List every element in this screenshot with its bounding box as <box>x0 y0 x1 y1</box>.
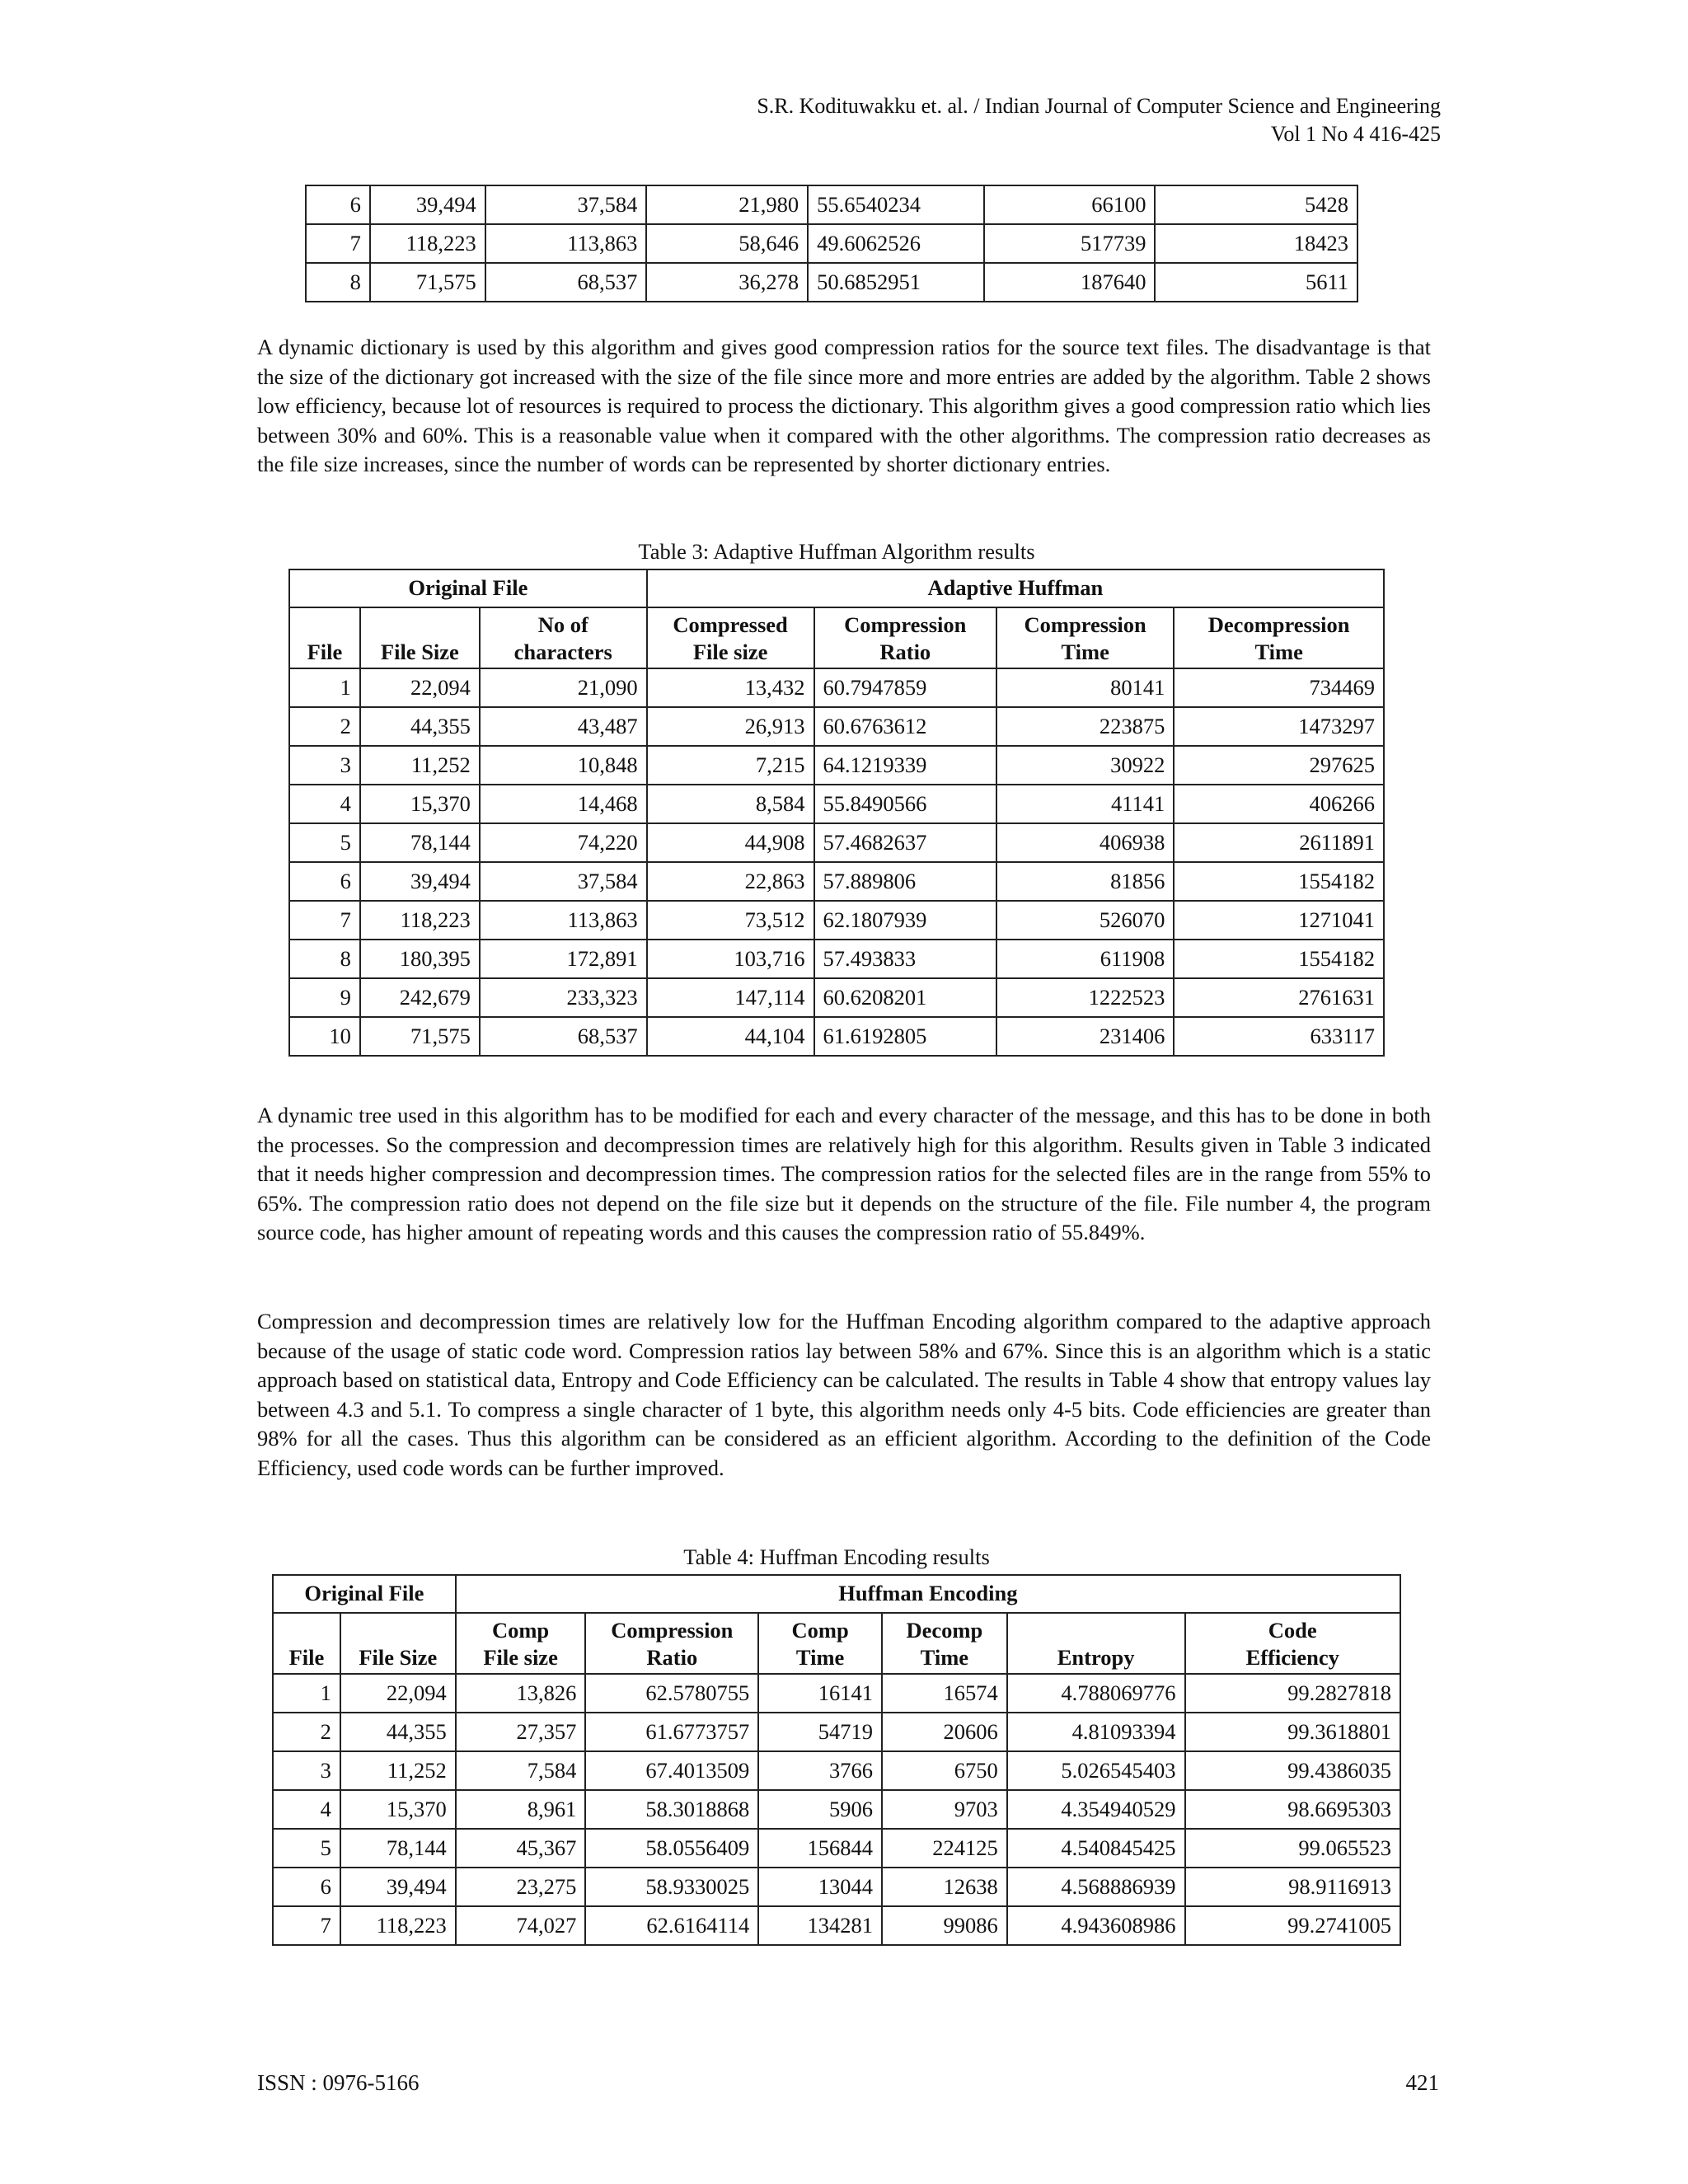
table4-col-comp-time-l1: Comp <box>791 1618 849 1643</box>
table4-cell: 16574 <box>882 1674 1007 1713</box>
table3-cell: 43,487 <box>480 707 647 746</box>
table3-col-ratio-l2: Ratio <box>879 640 931 664</box>
table4-cell: 3 <box>273 1751 340 1790</box>
table4-cell: 99.2741005 <box>1185 1906 1401 1945</box>
table3-row <box>289 746 1384 785</box>
table4-group-original: Original File <box>273 1575 456 1613</box>
table3-cell: 180,395 <box>360 940 480 978</box>
top-table-cell: 39,494 <box>370 185 485 224</box>
table3-cell: 147,114 <box>647 978 814 1017</box>
table3-cell: 22,863 <box>647 862 814 901</box>
table4-cell: 224125 <box>882 1829 1007 1868</box>
table4-row <box>273 1906 1400 1945</box>
table4-cell: 15,370 <box>340 1790 456 1829</box>
table3-row <box>289 707 1384 746</box>
top-table-row <box>306 185 1357 224</box>
table4-row <box>273 1674 1400 1713</box>
top-table-cell: 517739 <box>984 224 1156 263</box>
top-continuation-table <box>305 185 1358 302</box>
top-table-cell: 5611 <box>1155 263 1357 302</box>
table3-cell: 57.889806 <box>814 862 997 901</box>
table3-group-original: Original File <box>289 569 647 607</box>
table3-cell: 57.4682637 <box>814 823 997 862</box>
footer-issn: ISSN : 0976-5166 <box>257 2070 420 2095</box>
table4-cell: 4 <box>273 1790 340 1829</box>
table3-row <box>289 978 1384 1017</box>
table3-cell: 21,090 <box>480 668 647 707</box>
table4-col-comp-size-l2: File size <box>483 1645 558 1670</box>
table3-col-compressed <box>647 607 814 668</box>
table4-cell: 4.943608986 <box>1007 1906 1185 1945</box>
table3-cell: 223875 <box>996 707 1174 746</box>
table4-cell: 39,494 <box>340 1868 456 1906</box>
table3-cell: 1 <box>289 668 360 707</box>
table3-cell: 55.8490566 <box>814 785 997 823</box>
top-table-cell: 8 <box>306 263 370 302</box>
table3-cell: 406266 <box>1174 785 1384 823</box>
table4-cell: 4.354940529 <box>1007 1790 1185 1829</box>
table4-col-code-efficiency-l2: Efficiency <box>1245 1645 1339 1670</box>
table3-cell: 10,848 <box>480 746 647 785</box>
table3-cell: 11,252 <box>360 746 480 785</box>
table3-row <box>289 862 1384 901</box>
top-table-body <box>306 185 1357 302</box>
table3-row <box>289 940 1384 978</box>
table4-row <box>273 1868 1400 1906</box>
table4-cell: 13044 <box>758 1868 882 1906</box>
table3-col-comp-time-l1: Compression <box>1024 612 1146 637</box>
table4-huffman-encoding <box>272 1574 1401 1946</box>
table3-cell: 10 <box>289 1017 360 1056</box>
table3-caption: Table 3: Adaptive Huffman Algorithm results <box>638 539 1035 564</box>
header-volume-line: Vol 1 No 4 416-425 <box>1270 122 1441 146</box>
table3-col-no-chars-l1: No of <box>537 612 588 637</box>
table3-cell: 1222523 <box>996 978 1174 1017</box>
table3-cell: 68,537 <box>480 1017 647 1056</box>
table3-cell: 2761631 <box>1174 978 1384 1017</box>
table4-cell: 58.0556409 <box>585 1829 758 1868</box>
table3-cell: 1554182 <box>1174 940 1384 978</box>
table4-cell: 4.81093394 <box>1007 1713 1185 1751</box>
top-table-cell: 36,278 <box>646 263 808 302</box>
table4-col-file: File <box>273 1613 340 1674</box>
table4-col-comp-size <box>456 1613 586 1674</box>
table3-cell: 37,584 <box>480 862 647 901</box>
table4-col-ratio-l1: Compression <box>611 1618 734 1643</box>
running-header <box>757 92 1441 148</box>
table3-cell: 62.1807939 <box>814 901 997 940</box>
table3-cell: 231406 <box>996 1017 1174 1056</box>
table4-cell: 99.2827818 <box>1185 1674 1401 1713</box>
table3-cell: 8,584 <box>647 785 814 823</box>
table4-col-decomp-time-l2: Time <box>920 1645 969 1670</box>
table4-row <box>273 1751 1400 1790</box>
table3-cell: 633117 <box>1174 1017 1384 1056</box>
top-table-cell: 21,980 <box>646 185 808 224</box>
table4-cell: 4.788069776 <box>1007 1674 1185 1713</box>
table3-cell: 734469 <box>1174 668 1384 707</box>
table4-cell: 27,357 <box>456 1713 586 1751</box>
table4-row <box>273 1829 1400 1868</box>
table3-cell: 7 <box>289 901 360 940</box>
table4-cell: 61.6773757 <box>585 1713 758 1751</box>
table3-adaptive-huffman <box>288 569 1385 1057</box>
table3-cell: 74,220 <box>480 823 647 862</box>
table4-col-entropy: Entropy <box>1007 1613 1185 1674</box>
table3-cell: 44,908 <box>647 823 814 862</box>
table3-cell: 1473297 <box>1174 707 1384 746</box>
top-table-cell: 37,584 <box>485 185 647 224</box>
top-table-cell: 6 <box>306 185 370 224</box>
table3-cell: 1271041 <box>1174 901 1384 940</box>
table4-cell: 8,961 <box>456 1790 586 1829</box>
top-table-cell: 113,863 <box>485 224 647 263</box>
top-table-cell: 55.6540234 <box>808 185 984 224</box>
table3-cell: 71,575 <box>360 1017 480 1056</box>
table3-cell: 233,323 <box>480 978 647 1017</box>
table3-cell: 406938 <box>996 823 1174 862</box>
table4-cell: 6750 <box>882 1751 1007 1790</box>
table4-col-code-efficiency-l1: Code <box>1268 1618 1317 1643</box>
paragraph-dictionary: A dynamic dictionary is used by this algorithm and gives good compression ratios for the source text files. The disadvantage is that the size of the dictionary got increased with the size of the file since more and more entries are added by the algorithm. Table 2 shows low efficiency, because lot of resources is required to process the dictionary. This algorithm gives a good compression ratio which lies between 30% and 60%. This is a reasonable value when it compared with the other algorithms. The compression ratio decreases as the file size increases, since the number of words can be represented by shorter dictionary entries. <box>257 335 1431 476</box>
table3-cell: 30922 <box>996 746 1174 785</box>
table4-cell: 74,027 <box>456 1906 586 1945</box>
table4-cell: 5.026545403 <box>1007 1751 1185 1790</box>
top-table-cell: 68,537 <box>485 263 647 302</box>
table3-cell: 103,716 <box>647 940 814 978</box>
table3-row <box>289 785 1384 823</box>
table4-cell: 7 <box>273 1906 340 1945</box>
table4-cell: 67.4013509 <box>585 1751 758 1790</box>
table3-col-file-size: File Size <box>360 607 480 668</box>
table4-col-ratio <box>585 1613 758 1674</box>
table3-body <box>289 668 1384 1056</box>
table3-cell: 2611891 <box>1174 823 1384 862</box>
table4-cell: 134281 <box>758 1906 882 1945</box>
table4-cell: 98.9116913 <box>1185 1868 1401 1906</box>
table3-cell: 73,512 <box>647 901 814 940</box>
paragraph-dynamic-tree: A dynamic tree used in this algorithm has to be modified for each and every character of the message, and this has to be done in both the processes. So the compression and decompression times are relatively high for this algorithm. Results given in Table 3 indicated that it needs higher compression and decompression times. The compression ratios for the selected files are in the range from 55% to 65%. The compression ratio does not depend on the file size but it depends on the structure of the file. File number 4, the program source code, has higher amount of repeating words and this causes the compression ratio of 55.849%. <box>257 1103 1431 1244</box>
table4-cell: 5906 <box>758 1790 882 1829</box>
table3-cell: 61.6192805 <box>814 1017 997 1056</box>
table4-cell: 12638 <box>882 1868 1007 1906</box>
table4-cell: 156844 <box>758 1829 882 1868</box>
table3-cell: 60.6763612 <box>814 707 997 746</box>
table3-col-ratio-l1: Compression <box>844 612 967 637</box>
table3-cell: 60.7947859 <box>814 668 997 707</box>
table3-cell: 64.1219339 <box>814 746 997 785</box>
table4-cell: 4.540845425 <box>1007 1829 1185 1868</box>
table4-group-huffman: Huffman Encoding <box>456 1575 1400 1613</box>
table4-cell: 62.6164114 <box>585 1906 758 1945</box>
table3-cell: 78,144 <box>360 823 480 862</box>
table3-cell: 44,104 <box>647 1017 814 1056</box>
table4-cell: 62.5780755 <box>585 1674 758 1713</box>
table3-cell: 22,094 <box>360 668 480 707</box>
table3-cell: 15,370 <box>360 785 480 823</box>
table4-cell: 7,584 <box>456 1751 586 1790</box>
table3-cell: 13,432 <box>647 668 814 707</box>
table4-cell: 11,252 <box>340 1751 456 1790</box>
table4-cell: 23,275 <box>456 1868 586 1906</box>
table3-cell: 611908 <box>996 940 1174 978</box>
table4-cell: 2 <box>273 1713 340 1751</box>
table3-col-decomp-time-l2: Time <box>1254 640 1303 664</box>
table3-cell: 3 <box>289 746 360 785</box>
paragraph-huffman-encoding: Compression and decompression times are relatively low for the Huffman Encoding algorithm compared to the adaptive approach because of the usage of static code word. Compression ratios lay between 58% and 67%. Since this is an algorithm which is a static approach based on statistical data, Entropy and Code Efficiency can be calculated. The results in Table 4 show that entropy values lay between 4.3 and 5.1. To compress a single character of 1 byte, this algorithm needs only 4-5 bits. Code efficiencies are greater than 98% for all the cases. Thus this algorithm can be considered as an efficient algorithm. According to the definition of the Code Efficiency, used code words can be further improved. <box>257 1309 1431 1480</box>
table4-body <box>273 1674 1400 1945</box>
table4-cell: 99.4386035 <box>1185 1751 1401 1790</box>
table4-row <box>273 1713 1400 1751</box>
table4-cell: 13,826 <box>456 1674 586 1713</box>
table4-cell: 3766 <box>758 1751 882 1790</box>
table4-cell: 6 <box>273 1868 340 1906</box>
top-table-cell: 5428 <box>1155 185 1357 224</box>
table4-cell: 45,367 <box>456 1829 586 1868</box>
table3-row <box>289 1017 1384 1056</box>
table4-cell: 98.6695303 <box>1185 1790 1401 1829</box>
top-table-cell: 50.6852951 <box>808 263 984 302</box>
header-journal-line: S.R. Kodituwakku et. al. / Indian Journal of Computer Science and Engineering <box>757 94 1441 118</box>
top-table-cell: 7 <box>306 224 370 263</box>
table3-cell: 41141 <box>996 785 1174 823</box>
table4-col-comp-time <box>758 1613 882 1674</box>
table4-cell: 58.3018868 <box>585 1790 758 1829</box>
table3-col-compressed-l1: Compressed <box>673 612 788 637</box>
table3-col-ratio <box>814 607 997 668</box>
table4-cell: 78,144 <box>340 1829 456 1868</box>
table4-cell: 99.065523 <box>1185 1829 1401 1868</box>
table3-cell: 172,891 <box>480 940 647 978</box>
table3-cell: 6 <box>289 862 360 901</box>
footer-page-number: 421 <box>1405 2070 1439 2095</box>
table3-cell: 118,223 <box>360 901 480 940</box>
table3-cell: 2 <box>289 707 360 746</box>
table3-row <box>289 901 1384 940</box>
table3-col-no-chars <box>480 607 647 668</box>
table3-cell: 242,679 <box>360 978 480 1017</box>
table3-cell: 7,215 <box>647 746 814 785</box>
table3-cell: 39,494 <box>360 862 480 901</box>
table3-cell: 113,863 <box>480 901 647 940</box>
top-table-cell: 49.6062526 <box>808 224 984 263</box>
table4-cell: 16141 <box>758 1674 882 1713</box>
top-table-cell: 187640 <box>984 263 1156 302</box>
table4-cell: 9703 <box>882 1790 1007 1829</box>
table4-row <box>273 1790 1400 1829</box>
top-table-cell: 71,575 <box>370 263 485 302</box>
table4-col-code-efficiency <box>1185 1613 1401 1674</box>
table4-cell: 22,094 <box>340 1674 456 1713</box>
table4-col-file-size: File Size <box>340 1613 456 1674</box>
table4-cell: 20606 <box>882 1713 1007 1751</box>
table4-cell: 5 <box>273 1829 340 1868</box>
table3-cell: 57.493833 <box>814 940 997 978</box>
table4-cell: 54719 <box>758 1713 882 1751</box>
table3-col-decomp-time-l1: Decompression <box>1207 612 1350 637</box>
table4-cell: 99.3618801 <box>1185 1713 1401 1751</box>
table4-caption: Table 4: Huffman Encoding results <box>683 1544 990 1569</box>
top-table-cell: 18423 <box>1155 224 1357 263</box>
table3-cell: 80141 <box>996 668 1174 707</box>
table3-cell: 44,355 <box>360 707 480 746</box>
table4-cell: 44,355 <box>340 1713 456 1751</box>
table3-cell: 14,468 <box>480 785 647 823</box>
table4-col-comp-time-l2: Time <box>795 1645 845 1670</box>
table3-group-adaptive: Adaptive Huffman <box>647 569 1384 607</box>
table3-col-decomp-time <box>1174 607 1384 668</box>
table3-cell: 8 <box>289 940 360 978</box>
table3-col-no-chars-l2: characters <box>513 640 612 664</box>
table4-col-ratio-l2: Ratio <box>646 1645 698 1670</box>
table3-cell: 26,913 <box>647 707 814 746</box>
top-table-cell: 66100 <box>984 185 1156 224</box>
top-table-cell: 58,646 <box>646 224 808 263</box>
top-table-cell: 118,223 <box>370 224 485 263</box>
table3-col-comp-time <box>996 607 1174 668</box>
table4-cell: 118,223 <box>340 1906 456 1945</box>
top-table-row <box>306 224 1357 263</box>
table3-cell: 5 <box>289 823 360 862</box>
table4-col-decomp-time <box>882 1613 1007 1674</box>
table3-col-comp-time-l2: Time <box>1061 640 1109 664</box>
table3-cell: 4 <box>289 785 360 823</box>
table4-cell: 58.9330025 <box>585 1868 758 1906</box>
table4-cell: 99086 <box>882 1906 1007 1945</box>
table3-row <box>289 823 1384 862</box>
table3-col-compressed-l2: File size <box>692 640 768 664</box>
table3-cell: 81856 <box>996 862 1174 901</box>
table3-cell: 526070 <box>996 901 1174 940</box>
top-table-row <box>306 263 1357 302</box>
table3-cell: 60.6208201 <box>814 978 997 1017</box>
table3-col-file: File <box>289 607 360 668</box>
table4-col-comp-size-l1: Comp <box>491 1618 550 1643</box>
table3-cell: 9 <box>289 978 360 1017</box>
table3-row <box>289 668 1384 707</box>
table3-cell: 297625 <box>1174 746 1384 785</box>
table4-col-decomp-time-l1: Decomp <box>906 1618 983 1643</box>
table3-cell: 1554182 <box>1174 862 1384 901</box>
table4-cell: 4.568886939 <box>1007 1868 1185 1906</box>
table4-cell: 1 <box>273 1674 340 1713</box>
